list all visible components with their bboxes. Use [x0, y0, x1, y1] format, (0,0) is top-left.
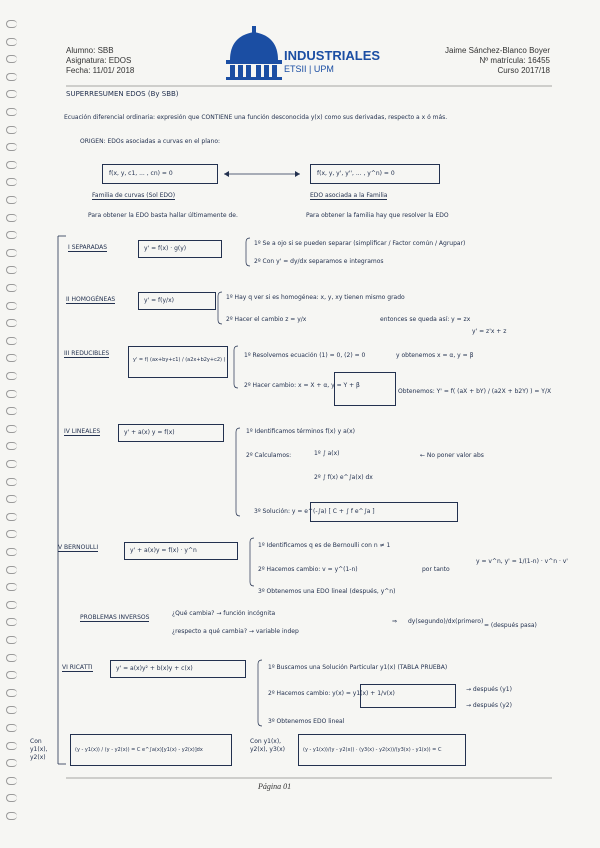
edo-note: Para obtener la familia hay que resolver la EDO — [306, 212, 449, 219]
family-formula-box — [102, 164, 218, 184]
edo-formula: f(x, y, y', y'', ... , y^n) = 0 — [317, 170, 395, 177]
section-i-eq: y' = f(x) · g(y) — [144, 245, 187, 252]
section-v-eq-box — [124, 542, 238, 560]
subject: Asignatura: EDOS — [66, 56, 132, 65]
bottom-right-label: Con y1(x), y2(x), y3(x) — [250, 738, 286, 753]
family-label: Familia de curvas (Sol EDO) — [92, 192, 176, 199]
intro-origin: ORIGEN: EDOs asociadas a curvas en el plano: — [80, 138, 221, 145]
section-iii-eq: y' = f( (ax+by+c1) / (a2x+b2y+c2) ) — [133, 357, 226, 363]
section-vi-name: VI RICATTI — [62, 664, 93, 671]
section-iv-name: IV LINEALES — [64, 428, 101, 435]
edo-formula-box — [310, 164, 440, 184]
section-vi-step2: 2º Hacemos cambio: y(x) = y1(x) + 1/v(x) — [268, 690, 395, 697]
section-vi-step3: → después (y1) — [466, 686, 512, 693]
section-i-step1: 1º Se a ojo si se pueden separar (simplificar / Factor común / Agrupar) — [254, 240, 466, 247]
section-ii-step2: 2º Hacer el cambio z = y/x — [226, 316, 307, 323]
page-title: SUPERRESUMEN EDOS (By SBB) — [66, 90, 179, 98]
section-iii-eq-box — [128, 346, 228, 378]
section-ii-step3: entonces se queda así: y = zx — [380, 316, 471, 323]
section-iii-change-box — [334, 372, 396, 406]
section-ii-eq-box — [138, 292, 216, 310]
section-v-eq: y' + a(x)y = f(x) · y^n — [130, 547, 197, 554]
section-iii-step3: 2º Hacer cambio: x = X + α, y = Y + β — [244, 382, 360, 389]
student-name: Alumno: SBB — [66, 46, 114, 55]
inverse-problems-name: PROBLEMAS INVERSOS — [80, 614, 150, 621]
inverse-step1: ¿Qué cambia? → función incógnita — [172, 610, 276, 617]
family-formula: f(x, y, c1, ... , cn) = 0 — [109, 170, 173, 177]
date: Fecha: 11/01/ 2018 — [66, 66, 135, 75]
bottom-left-label: Con y1(x), y2(x) — [30, 738, 48, 761]
inverse-arrow: ⇒ — [392, 618, 398, 625]
inverse-step4: = (después pasa) — [484, 622, 537, 629]
intro-definition: Ecuación diferencial ordinaria: expresión que CONTIENE una función desconocida y(x) como sus derivadas, respecto a x ó más. — [64, 114, 448, 121]
section-i-eq-box — [138, 240, 222, 258]
inverse-step2: ¿respecto a qué cambia? → variable indep — [172, 628, 299, 635]
section-iii-name: III REDUCIBLES — [64, 350, 110, 357]
section-i-step2: 2º Con y' = dy/dx separamos e integramos — [254, 258, 384, 265]
page-number: Página 01 — [258, 782, 292, 791]
section-vi-step5: 3º Obtenemos EDO lineal — [268, 718, 345, 725]
section-ii-step1: 1º Hay q ver si es homogénea: x, y, xy tienen mismo grado — [226, 294, 405, 301]
section-vi-step1: 1º Buscamos una Solución Particular y1(x) (TABLA PRUEBA) — [268, 664, 448, 671]
section-iv-step3: 1º ∫ a(x) — [314, 450, 340, 457]
section-i-name: I SEPARADAS — [68, 244, 108, 251]
bottom-left-formula: (y - y1(x)) / (y - y2(x)) = C e^∫a(x)[y1(x) - y2(x)]dx — [75, 747, 203, 753]
section-iv-step1: 1º Identificamos términos f(x) y a(x) — [246, 428, 355, 435]
section-vi-eq-box — [110, 660, 246, 678]
section-iv-step4: 2º ∫ f(x) e^∫a(x) dx — [314, 474, 373, 481]
section-v-step2: 2º Hacemos cambio: v = y^(1-n) — [258, 566, 358, 573]
section-iv-step5: 3º Solución: y = e^(-∫a) [ C + ∫ f e^∫a ] — [254, 508, 375, 515]
section-iii-step2: y obtenemos x = α, y = β — [396, 352, 474, 359]
enrollment-number: Nº matrícula: 16455 — [479, 56, 550, 65]
edo-label: EDO asociada a la Familia — [310, 192, 388, 199]
section-v-step4: y = v^n, y' = 1/(1-n) · v^n · v' — [476, 558, 568, 565]
section-v-step5: 3º Obtenemos una EDO lineal (después, y^n) — [258, 588, 396, 595]
section-iii-step1: 1º Resolvemos ecuación (1) = 0, (2) = 0 — [244, 352, 366, 359]
section-ii-name: II HOMOGÉNEAS — [66, 296, 116, 303]
section-iv-eq-box — [118, 424, 224, 442]
family-note: Para obtener la EDO basta hallar últimamente de. — [88, 212, 238, 219]
section-iv-step2: 2º Calculamos: — [246, 452, 292, 459]
bottom-left-box — [70, 734, 232, 766]
section-v-step1: 1º Identificamos q es de Bernoulli con n ≠ 1 — [258, 542, 391, 549]
inverse-step3: dy(segundo)/dx(primero) — [408, 618, 484, 625]
section-vi-eq: y' = a(x)y² + b(x)y + c(x) — [116, 665, 193, 672]
section-ii-step4: y' = z'x + z — [472, 328, 507, 335]
author-name: Jaime Sánchez-Blanco Boyer — [445, 46, 550, 55]
section-v-step3: por tanto — [422, 566, 450, 573]
bottom-right-formula: (y - y1(x))/(y - y2(x)) · (y3(x) - y2(x))/(y3(x) - y1(x)) = C — [303, 747, 442, 753]
bottom-right-box — [298, 734, 466, 766]
logo-title: INDUSTRIALES — [284, 48, 381, 63]
section-iv-note: ← No poner valor abs — [420, 452, 484, 459]
section-iii-step4: Obtenemos: Y' = f( (aX + bY) / (a2X + b2Y) ) = Y/X — [398, 388, 552, 395]
logo-subtitle: ETSII | UPM — [284, 64, 334, 74]
section-v-name: V BERNOULLI — [58, 544, 99, 551]
section-iv-eq: y' + a(x) y = f(x) — [124, 429, 175, 436]
section-vi-step4: → después (y2) — [466, 702, 512, 709]
section-ii-eq: y' = f(y/x) — [144, 297, 174, 304]
course-year: Curso 2017/18 — [497, 66, 550, 75]
